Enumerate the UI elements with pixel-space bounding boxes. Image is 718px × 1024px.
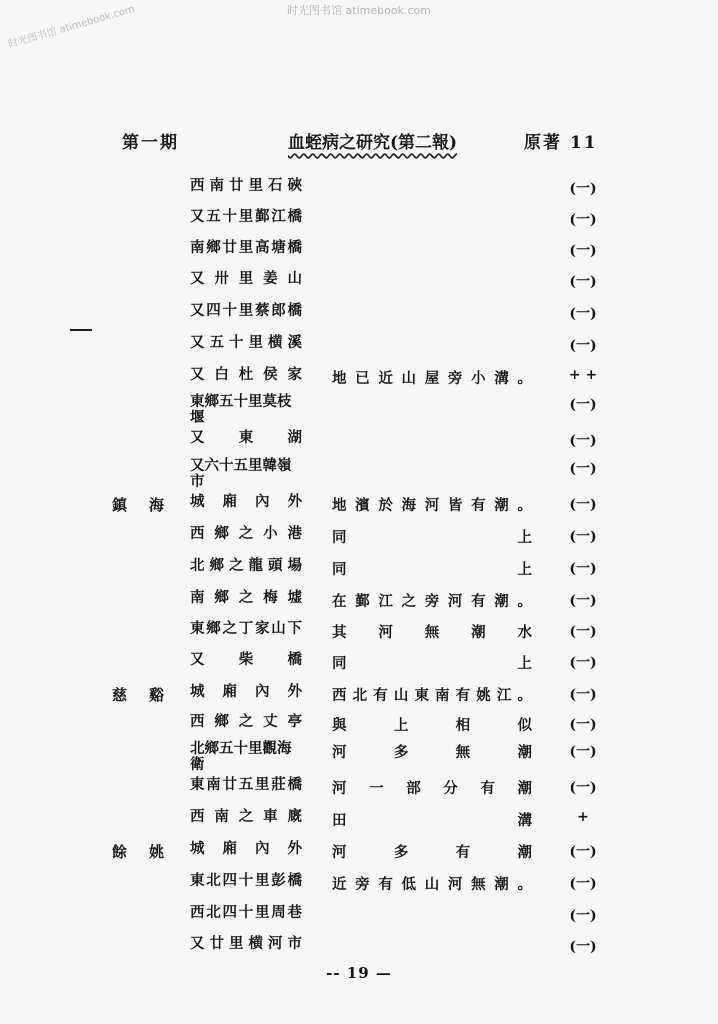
exam-result: (一) xyxy=(569,433,597,449)
exam-result: (一) xyxy=(569,306,597,322)
place-note: 其河無潮水 xyxy=(332,624,532,641)
place-name: 西鄉之小港 xyxy=(190,525,302,542)
exam-result: + + xyxy=(568,367,598,383)
place-note: 河一部分有潮 xyxy=(332,780,532,797)
exam-result: (一) xyxy=(569,243,597,259)
place-name: 又五十里横溪 xyxy=(190,334,302,351)
watermark-top: 时光图书馆 atimebook.com xyxy=(287,4,431,17)
exam-result: (一) xyxy=(569,687,597,703)
exam-result: (一) xyxy=(569,461,597,477)
place-name: 又六十五里韓嶺市 xyxy=(190,457,292,490)
place-name: 又卅里姜山 xyxy=(190,270,302,287)
exam-result: (一) xyxy=(569,181,597,197)
exam-result: (一) xyxy=(569,212,597,228)
place-name: 城廂內外 xyxy=(190,840,302,857)
exam-result: (一) xyxy=(569,274,597,290)
exam-result: (一) xyxy=(569,624,597,640)
exam-result: + xyxy=(577,809,589,825)
place-note: 河多無潮 xyxy=(332,744,532,761)
place-name: 西南之車廐 xyxy=(190,808,302,825)
region-name: 餘姚 xyxy=(112,843,164,861)
place-note: 地濱於海河皆有潮。 xyxy=(332,497,532,514)
exam-result: (一) xyxy=(569,593,597,609)
exam-result: (一) xyxy=(569,876,597,892)
place-name: 北鄉之龍頭場 xyxy=(190,557,302,574)
exam-result: (一) xyxy=(569,939,597,955)
exam-result: (一) xyxy=(569,780,597,796)
place-name: 北鄉五十里觀海衛 xyxy=(190,740,292,773)
place-name: 南鄉之梅墟 xyxy=(190,589,302,606)
section-page-label: 原著 11 xyxy=(524,133,598,153)
place-name: 西北四十里周巷 xyxy=(190,904,302,921)
place-name: 又五十里鄞江橋 xyxy=(190,208,302,225)
exam-result: (一) xyxy=(569,397,597,413)
exam-result: (一) xyxy=(569,908,597,924)
place-name: 東北四十里彭橋 xyxy=(190,872,302,889)
place-note: 同上 xyxy=(332,655,532,672)
place-note: 近旁有低山河無潮。 xyxy=(332,876,532,893)
place-name: 東鄉五十里莫枝堰 xyxy=(190,393,292,426)
place-note: 河多有潮 xyxy=(332,844,532,861)
place-name: 西鄉之丈亭 xyxy=(190,713,302,730)
place-note: 在鄞江之旁河有潮。 xyxy=(332,593,532,610)
place-note: 田溝 xyxy=(332,812,532,829)
place-name: 又四十里蔡郎橋 xyxy=(190,302,302,319)
place-name: 又廿里横河市 xyxy=(190,935,302,952)
place-name: 西南廿里石硤 xyxy=(190,177,302,194)
place-name: 南鄉廿里高塘橋 xyxy=(190,239,302,256)
region-name: 慈谿 xyxy=(112,686,164,704)
exam-result: (一) xyxy=(569,497,597,513)
exam-result: (一) xyxy=(569,717,597,733)
place-note: 同上 xyxy=(332,529,532,546)
exam-result: (一) xyxy=(569,529,597,545)
place-name: 又東湖 xyxy=(190,429,302,446)
exam-result: (一) xyxy=(569,561,597,577)
place-note: 同上 xyxy=(332,561,532,578)
exam-result: (一) xyxy=(569,744,597,760)
place-note: 地已近山屋旁小溝。 xyxy=(332,370,532,387)
place-name: 東南廿五里莊橋 xyxy=(190,776,302,793)
place-name: 東鄉之丁家山下 xyxy=(190,620,302,637)
issue-label: 第一期 xyxy=(122,133,179,153)
region-name: 鎮海 xyxy=(112,496,164,514)
exam-result: (一) xyxy=(569,844,597,860)
watermark-diagonal: 时光图书馆 atimebook.com xyxy=(7,3,136,51)
place-name: 城廂內外 xyxy=(190,493,302,510)
exam-result: (一) xyxy=(569,655,597,671)
place-note: 西北有山東南有姚江。 xyxy=(332,687,532,704)
article-title: 血蛭病之研究(第二報) xyxy=(288,133,458,153)
place-note: 與上相似 xyxy=(332,717,532,734)
place-name: 城廂內外 xyxy=(190,683,302,700)
exam-result: (一) xyxy=(569,338,597,354)
place-name: 又白杜侯家 xyxy=(190,366,302,383)
page-number: -- 19 — xyxy=(326,964,392,982)
place-name: 又柴橋 xyxy=(190,651,302,668)
